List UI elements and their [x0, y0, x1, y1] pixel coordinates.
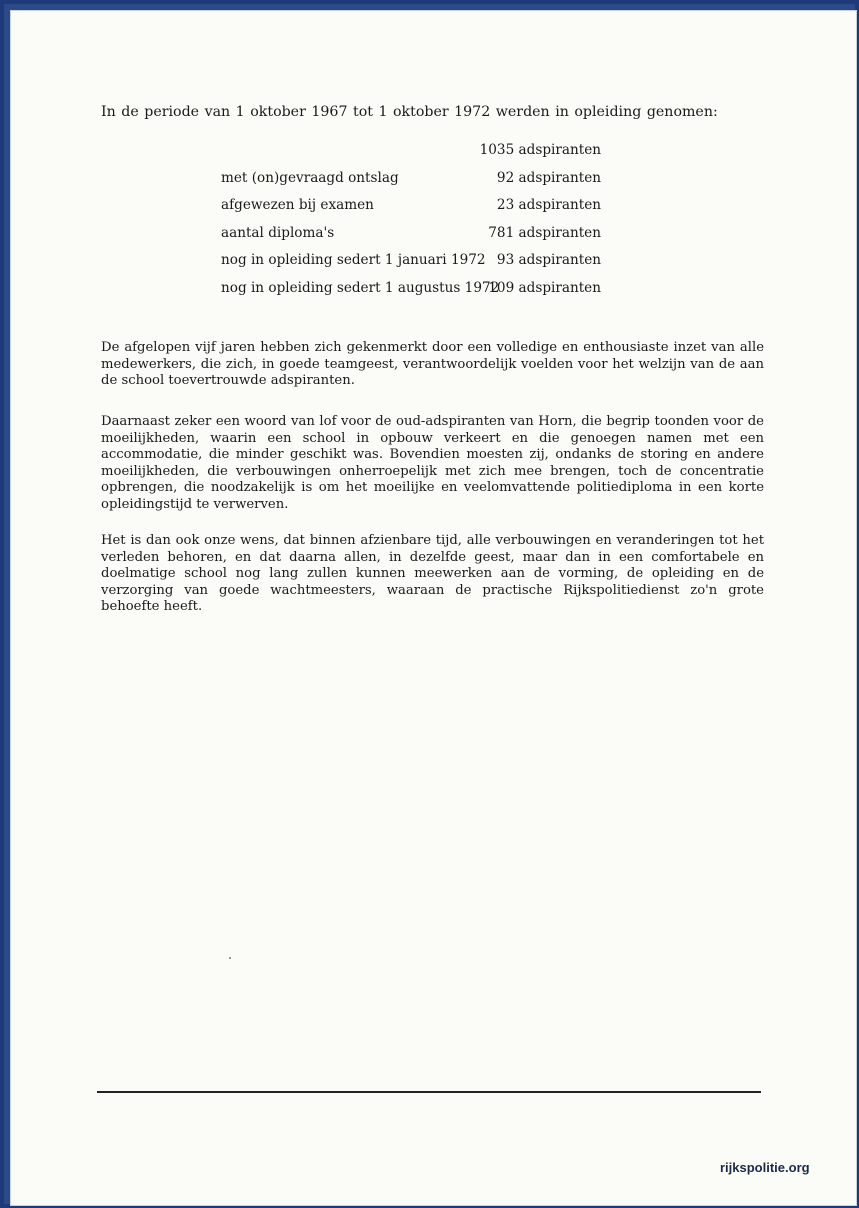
stat-value: 92 adspiranten	[496, 169, 601, 186]
stats-table	[221, 142, 601, 307]
stats-row-diplomas	[221, 225, 601, 253]
paper-speck	[229, 957, 231, 959]
stat-value: 1035 adspiranten	[479, 142, 601, 158]
stat-value: 23 adspiranten	[496, 197, 601, 213]
stat-label: met (on)gevraagd ontslag	[221, 169, 399, 186]
intro-sentence: In de periode van 1 oktober 1967 tot 1 oktober 1972 werden in opleiding genomen:	[101, 104, 718, 120]
paragraph-inzet: De afgelopen vijf jaren hebben zich gekenmerkt door een volledige en enthousiaste inzet van alle medewerkers, die zich, in goede teamgeest, verantwoordelijk voelden voor het welzijn van de aan de school toevertrouwde adspiranten.	[101, 340, 764, 389]
stat-label: afgewezen bij examen	[221, 197, 374, 213]
stat-label: nog in opleiding sedert 1 augustus 1972	[221, 279, 500, 296]
stats-row-total	[221, 142, 601, 170]
paragraph-wens: Het is dan ook onze wens, dat binnen afzienbare tijd, alle verbouwingen en veranderingen tot het verleden behoren, en dat daarna allen, in dezelfde geest, maar dan in een comfortabele en doelmatige school nog lang zullen kunnen meewerken aan de vorming, de opleiding en de verzorging van goede wachtmeesters, waaraan de practische Rijkspolitiedienst zo'n grote behoefte heeft.	[101, 533, 764, 615]
stat-value: 109 adspiranten	[488, 279, 601, 296]
paragraph-lof: Daarnaast zeker een woord van lof voor de oud-adspiranten van Horn, die begrip toonden voor de moeilijkheden, waarin een school in opbouw verkeert en die genoegen namen met een accommodatie, die minder geschikt was. Bovendien moesten zij, ondanks de storing en andere moeilijkheden, die verbouwingen onherroepelijk met zich mee brengen, toch de concentratie opbrengen, die noodzakelijk is om het moeilijke en veelomvattende politiediploma in een korte opleidingstijd te verwerven.	[101, 414, 764, 512]
footer-rule	[97, 1091, 761, 1093]
stat-label: aantal diploma's	[221, 224, 335, 241]
stat-value: 781 adspiranten	[488, 224, 601, 241]
stat-label: nog in opleiding sedert 1 januari 1972	[221, 252, 486, 268]
stats-row-afgewezen	[221, 197, 601, 225]
stat-value: 93 adspiranten	[496, 252, 601, 268]
stats-row-ontslag	[221, 170, 601, 198]
document-page	[10, 10, 857, 1206]
watermark-text: rijkspolitie.org	[720, 1160, 810, 1175]
stats-row-augustus	[221, 280, 601, 308]
stats-row-januari	[221, 252, 601, 280]
